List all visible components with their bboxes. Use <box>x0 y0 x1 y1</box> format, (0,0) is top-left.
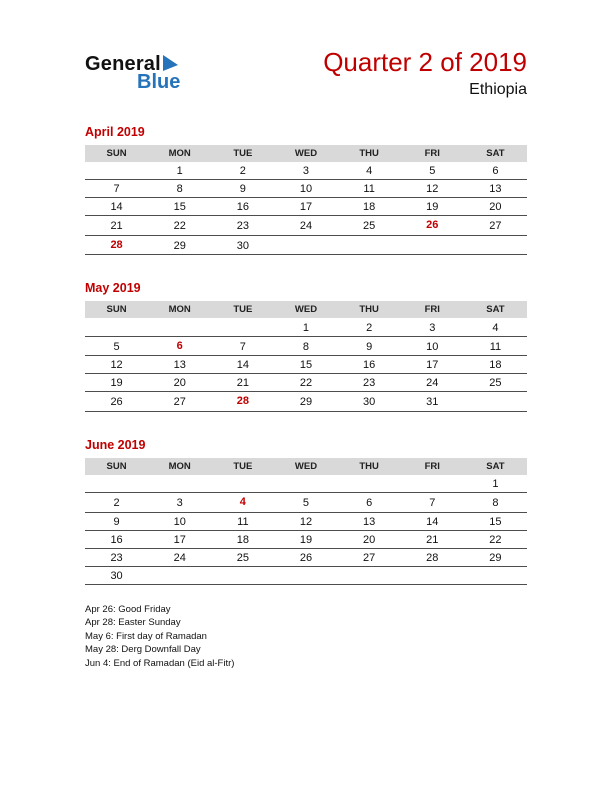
day-cell: 17 <box>274 198 337 216</box>
empty-day-cell <box>85 475 148 493</box>
day-cell: 22 <box>148 216 211 236</box>
day-cell: 15 <box>274 356 337 374</box>
day-cell: 14 <box>85 198 148 216</box>
calendar-week-row <box>85 162 527 180</box>
country-subtitle: Ethiopia <box>469 80 527 98</box>
day-cell: 27 <box>148 392 211 412</box>
day-cell: 5 <box>401 162 464 180</box>
empty-day-cell <box>211 566 274 584</box>
empty-day-cell <box>401 566 464 584</box>
day-cell: 27 <box>338 548 401 566</box>
day-cell: 31 <box>401 392 464 412</box>
empty-day-cell <box>401 235 464 255</box>
day-cell: 24 <box>274 216 337 236</box>
day-cell: 21 <box>211 374 274 392</box>
day-cell: 9 <box>338 336 401 356</box>
general-blue-logo <box>85 48 180 92</box>
day-cell: 1 <box>148 162 211 180</box>
day-cell: 9 <box>85 512 148 530</box>
day-cell: 12 <box>401 180 464 198</box>
weekday-header: MON <box>148 145 211 162</box>
day-cell: 5 <box>85 336 148 356</box>
weekday-header: SUN <box>85 458 148 475</box>
weekday-header: MON <box>148 458 211 475</box>
weekday-header: FRI <box>401 301 464 318</box>
empty-day-cell <box>338 475 401 493</box>
day-cell: 4 <box>211 493 274 513</box>
empty-day-cell <box>274 475 337 493</box>
empty-day-cell <box>211 475 274 493</box>
day-cell: 16 <box>211 198 274 216</box>
day-cell: 22 <box>464 530 527 548</box>
day-cell: 17 <box>401 356 464 374</box>
calendar-week-row <box>85 235 527 255</box>
day-cell: 26 <box>85 392 148 412</box>
day-cell: 4 <box>338 162 401 180</box>
holiday-note: Jun 4: End of Ramadan (Eid al-Fitr) <box>85 657 235 669</box>
weekday-header: SUN <box>85 301 148 318</box>
holiday-note: Apr 26: Good Friday <box>85 603 171 615</box>
empty-day-cell <box>274 566 337 584</box>
weekday-header: FRI <box>401 145 464 162</box>
calendar-week-row <box>85 548 527 566</box>
day-cell: 5 <box>274 493 337 513</box>
calendar-table-june <box>85 458 527 585</box>
weekday-header: THU <box>338 301 401 318</box>
day-cell: 8 <box>148 180 211 198</box>
month-calendar-april <box>85 125 527 256</box>
calendar-table-may <box>85 301 527 412</box>
day-cell: 26 <box>401 216 464 236</box>
quarter-title: Quarter 2 of 2019 <box>323 47 527 77</box>
month-title: April 2019 <box>85 124 145 139</box>
holiday-note: May 28: Derg Downfall Day <box>85 644 201 656</box>
calendar-week-row <box>85 356 527 374</box>
day-cell: 23 <box>85 548 148 566</box>
day-cell: 19 <box>274 530 337 548</box>
calendar-week-row <box>85 318 527 336</box>
calendar-week-row <box>85 374 527 392</box>
day-cell: 24 <box>401 374 464 392</box>
day-cell: 19 <box>401 198 464 216</box>
month-title: June 2019 <box>85 437 146 452</box>
day-cell: 1 <box>464 475 527 493</box>
empty-day-cell <box>464 235 527 255</box>
day-cell: 3 <box>274 162 337 180</box>
calendar-week-row <box>85 566 527 584</box>
weekday-header: MON <box>148 301 211 318</box>
day-cell: 6 <box>464 162 527 180</box>
day-cell: 9 <box>211 180 274 198</box>
day-cell: 25 <box>211 548 274 566</box>
day-cell: 6 <box>148 336 211 356</box>
calendar-week-row <box>85 512 527 530</box>
day-cell: 14 <box>211 356 274 374</box>
day-cell: 10 <box>274 180 337 198</box>
weekday-header: FRI <box>401 458 464 475</box>
calendar-table-april <box>85 145 527 256</box>
day-cell: 28 <box>85 235 148 255</box>
calendar-week-row <box>85 180 527 198</box>
logo-text-blue: Blue <box>137 71 181 93</box>
empty-day-cell <box>148 566 211 584</box>
day-cell: 23 <box>338 374 401 392</box>
day-cell: 20 <box>148 374 211 392</box>
day-cell: 21 <box>401 530 464 548</box>
day-cell: 30 <box>85 566 148 584</box>
holiday-note: Apr 28: Easter Sunday <box>85 617 181 629</box>
empty-day-cell <box>148 475 211 493</box>
day-cell: 28 <box>211 392 274 412</box>
empty-day-cell <box>464 392 527 412</box>
day-cell: 19 <box>85 374 148 392</box>
day-cell: 10 <box>401 336 464 356</box>
weekday-header: THU <box>338 145 401 162</box>
empty-day-cell <box>274 235 337 255</box>
weekday-header: WED <box>274 458 337 475</box>
day-cell: 20 <box>338 530 401 548</box>
day-cell: 11 <box>464 336 527 356</box>
weekday-header: SAT <box>464 301 527 318</box>
empty-day-cell <box>85 162 148 180</box>
day-cell: 13 <box>464 180 527 198</box>
empty-day-cell <box>85 318 148 336</box>
day-cell: 8 <box>464 493 527 513</box>
day-cell: 29 <box>148 235 211 255</box>
empty-day-cell <box>211 318 274 336</box>
day-cell: 8 <box>274 336 337 356</box>
day-cell: 7 <box>211 336 274 356</box>
day-cell: 25 <box>464 374 527 392</box>
day-cell: 22 <box>274 374 337 392</box>
calendar-week-row <box>85 392 527 412</box>
empty-day-cell <box>401 475 464 493</box>
weekday-header: TUE <box>211 145 274 162</box>
day-cell: 12 <box>85 356 148 374</box>
month-calendar-june <box>85 438 527 585</box>
day-cell: 10 <box>148 512 211 530</box>
logo-flag-triangle-icon <box>163 55 178 73</box>
day-cell: 24 <box>148 548 211 566</box>
day-cell: 30 <box>211 235 274 255</box>
day-cell: 2 <box>338 318 401 336</box>
day-cell: 1 <box>274 318 337 336</box>
day-cell: 2 <box>85 493 148 513</box>
day-cell: 15 <box>464 512 527 530</box>
day-cell: 15 <box>148 198 211 216</box>
calendar-week-row <box>85 475 527 493</box>
day-cell: 18 <box>338 198 401 216</box>
holiday-note: May 6: First day of Ramadan <box>85 630 207 642</box>
day-cell: 11 <box>338 180 401 198</box>
weekday-header: SAT <box>464 458 527 475</box>
day-cell: 7 <box>85 180 148 198</box>
day-cell: 30 <box>338 392 401 412</box>
empty-day-cell <box>338 566 401 584</box>
weekday-header: WED <box>274 145 337 162</box>
empty-day-cell <box>464 566 527 584</box>
day-cell: 20 <box>464 198 527 216</box>
page-header <box>85 48 527 99</box>
logo-text-general: General <box>85 53 161 75</box>
weekday-header: TUE <box>211 458 274 475</box>
empty-day-cell <box>148 318 211 336</box>
month-title: May 2019 <box>85 281 141 296</box>
day-cell: 13 <box>148 356 211 374</box>
holiday-list <box>85 603 527 671</box>
calendar-week-row <box>85 198 527 216</box>
month-calendar-may <box>85 281 527 412</box>
calendar-week-row <box>85 493 527 513</box>
day-cell: 7 <box>401 493 464 513</box>
weekday-header: THU <box>338 458 401 475</box>
day-cell: 28 <box>401 548 464 566</box>
calendar-week-row <box>85 336 527 356</box>
calendar-week-row <box>85 216 527 236</box>
day-cell: 25 <box>338 216 401 236</box>
weekday-header: WED <box>274 301 337 318</box>
weekday-header: TUE <box>211 301 274 318</box>
day-cell: 16 <box>85 530 148 548</box>
day-cell: 13 <box>338 512 401 530</box>
calendar-week-row <box>85 530 527 548</box>
title-block <box>323 48 527 99</box>
day-cell: 4 <box>464 318 527 336</box>
day-cell: 29 <box>464 548 527 566</box>
day-cell: 18 <box>464 356 527 374</box>
day-cell: 14 <box>401 512 464 530</box>
logo-line-general <box>85 54 180 74</box>
weekday-header: SAT <box>464 145 527 162</box>
day-cell: 18 <box>211 530 274 548</box>
day-cell: 12 <box>274 512 337 530</box>
day-cell: 11 <box>211 512 274 530</box>
day-cell: 16 <box>338 356 401 374</box>
day-cell: 6 <box>338 493 401 513</box>
day-cell: 3 <box>148 493 211 513</box>
empty-day-cell <box>338 235 401 255</box>
day-cell: 3 <box>401 318 464 336</box>
day-cell: 17 <box>148 530 211 548</box>
weekday-header: SUN <box>85 145 148 162</box>
day-cell: 29 <box>274 392 337 412</box>
day-cell: 26 <box>274 548 337 566</box>
day-cell: 2 <box>211 162 274 180</box>
day-cell: 23 <box>211 216 274 236</box>
day-cell: 21 <box>85 216 148 236</box>
day-cell: 27 <box>464 216 527 236</box>
